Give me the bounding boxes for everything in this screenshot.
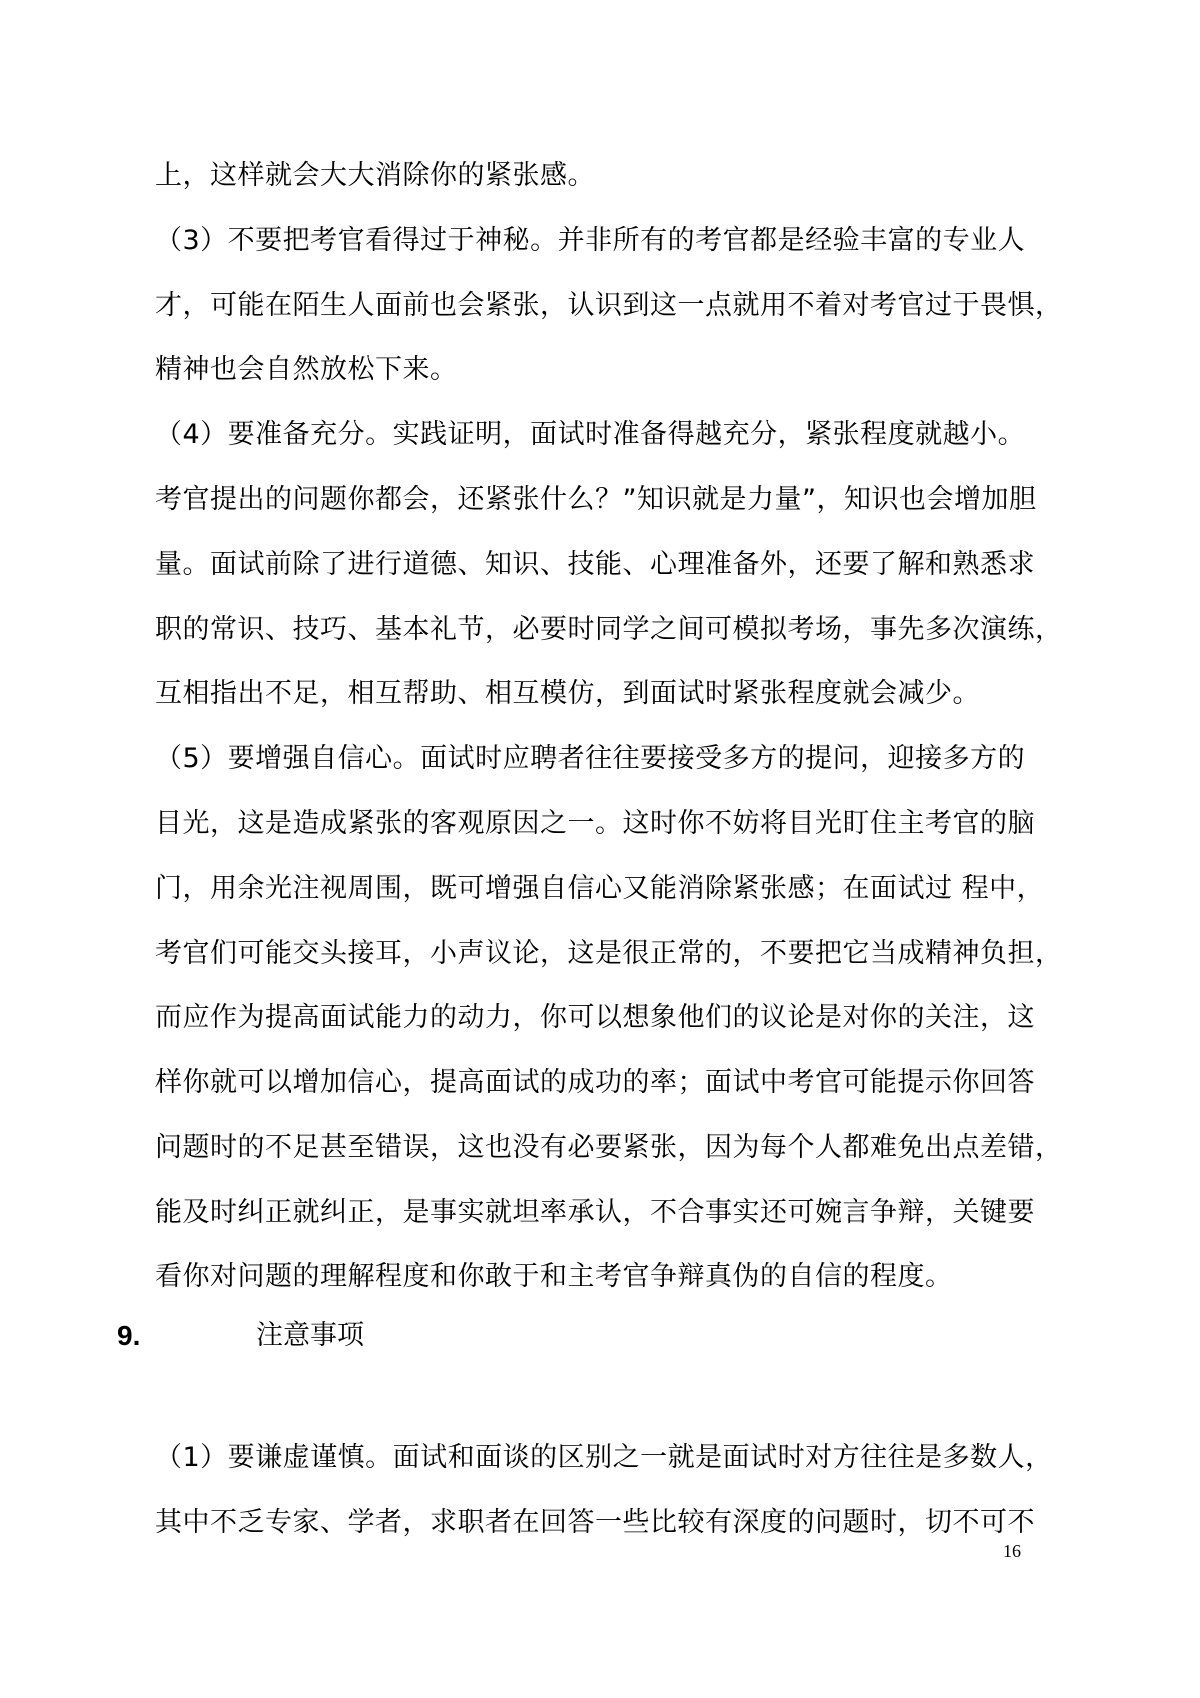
text-line: 上，这样就会大大消除你的紧张感。 <box>155 160 595 191</box>
text-line: 量。面试前除了进行道德、知识、技能、心理准备外，还要了解和熟悉求 <box>155 549 1035 580</box>
text-line: 考官提出的问题你都会，还紧张什么？”知识就是力量”，知识也会增加胆 <box>155 484 1037 515</box>
text-line: 能及时纠正就纠正，是事实就坦率承认，不合事实还可婉言争辩，关键要 <box>155 1197 1035 1228</box>
text-line: （5）要增强自信心。面试时应聘者往往要接受多方的提问，迎接多方的 <box>155 743 1026 774</box>
text-line: （1）要谦虚谨慎。面试和面谈的区别之一就是面试时对方往往是多数人， <box>155 1442 1053 1473</box>
text-line: 问题时的不足甚至错误，这也没有必要紧张，因为每个人都难免出点差错， <box>155 1132 1063 1163</box>
text-line: 互相指出不足，相互帮助、相互模仿，到面试时紧张程度就会减少。 <box>155 678 980 709</box>
text-line: 职的常识、技巧、基本礼节，必要时同学之间可模拟考场，事先多次演练， <box>155 614 1063 645</box>
text-line: 样你就可以增加信心，提高面试的成功的率；面试中考官可能提示你回答 <box>155 1067 1035 1098</box>
text-line: 才，可能在陌生人面前也会紧张，认识到这一点就用不着对考官过于畏惧， <box>155 290 1063 321</box>
text-line: 考官们可能交头接耳，小声议论，这是很正常的，不要把它当成精神负担， <box>155 938 1063 969</box>
text-line: 看你对问题的理解程度和你敢于和主考官争辩真伪的自信的程度。 <box>155 1261 953 1292</box>
text-line: 门，用余光注视周围，既可增强自信心又能消除紧张感；在面试过 程中， <box>155 873 1045 904</box>
text-line: 精神也会自然放松下来。 <box>155 354 458 385</box>
text-line: 目光，这是造成紧张的客观原因之一。这时你不妨将目光盯住主考官的脑 <box>155 808 1035 839</box>
section-number: 9. <box>117 1320 141 1351</box>
page-number: 16 <box>1003 1541 1021 1561</box>
section-title: 注意事项 <box>256 1320 364 1351</box>
text-line: （4）要准备充分。实践证明，面试时准备得越充分，紧张程度就越小。 <box>155 419 1026 450</box>
text-line: 其中不乏专家、学者，求职者在回答一些比较有深度的问题时，切不可不 <box>155 1507 1035 1538</box>
text-line: 而应作为提高面试能力的动力，你可以想象他们的议论是对你的关注，这 <box>155 1002 1035 1033</box>
text-line: （3）不要把考官看得过于神秘。并非所有的考官都是经验丰富的专业人 <box>155 225 1026 256</box>
